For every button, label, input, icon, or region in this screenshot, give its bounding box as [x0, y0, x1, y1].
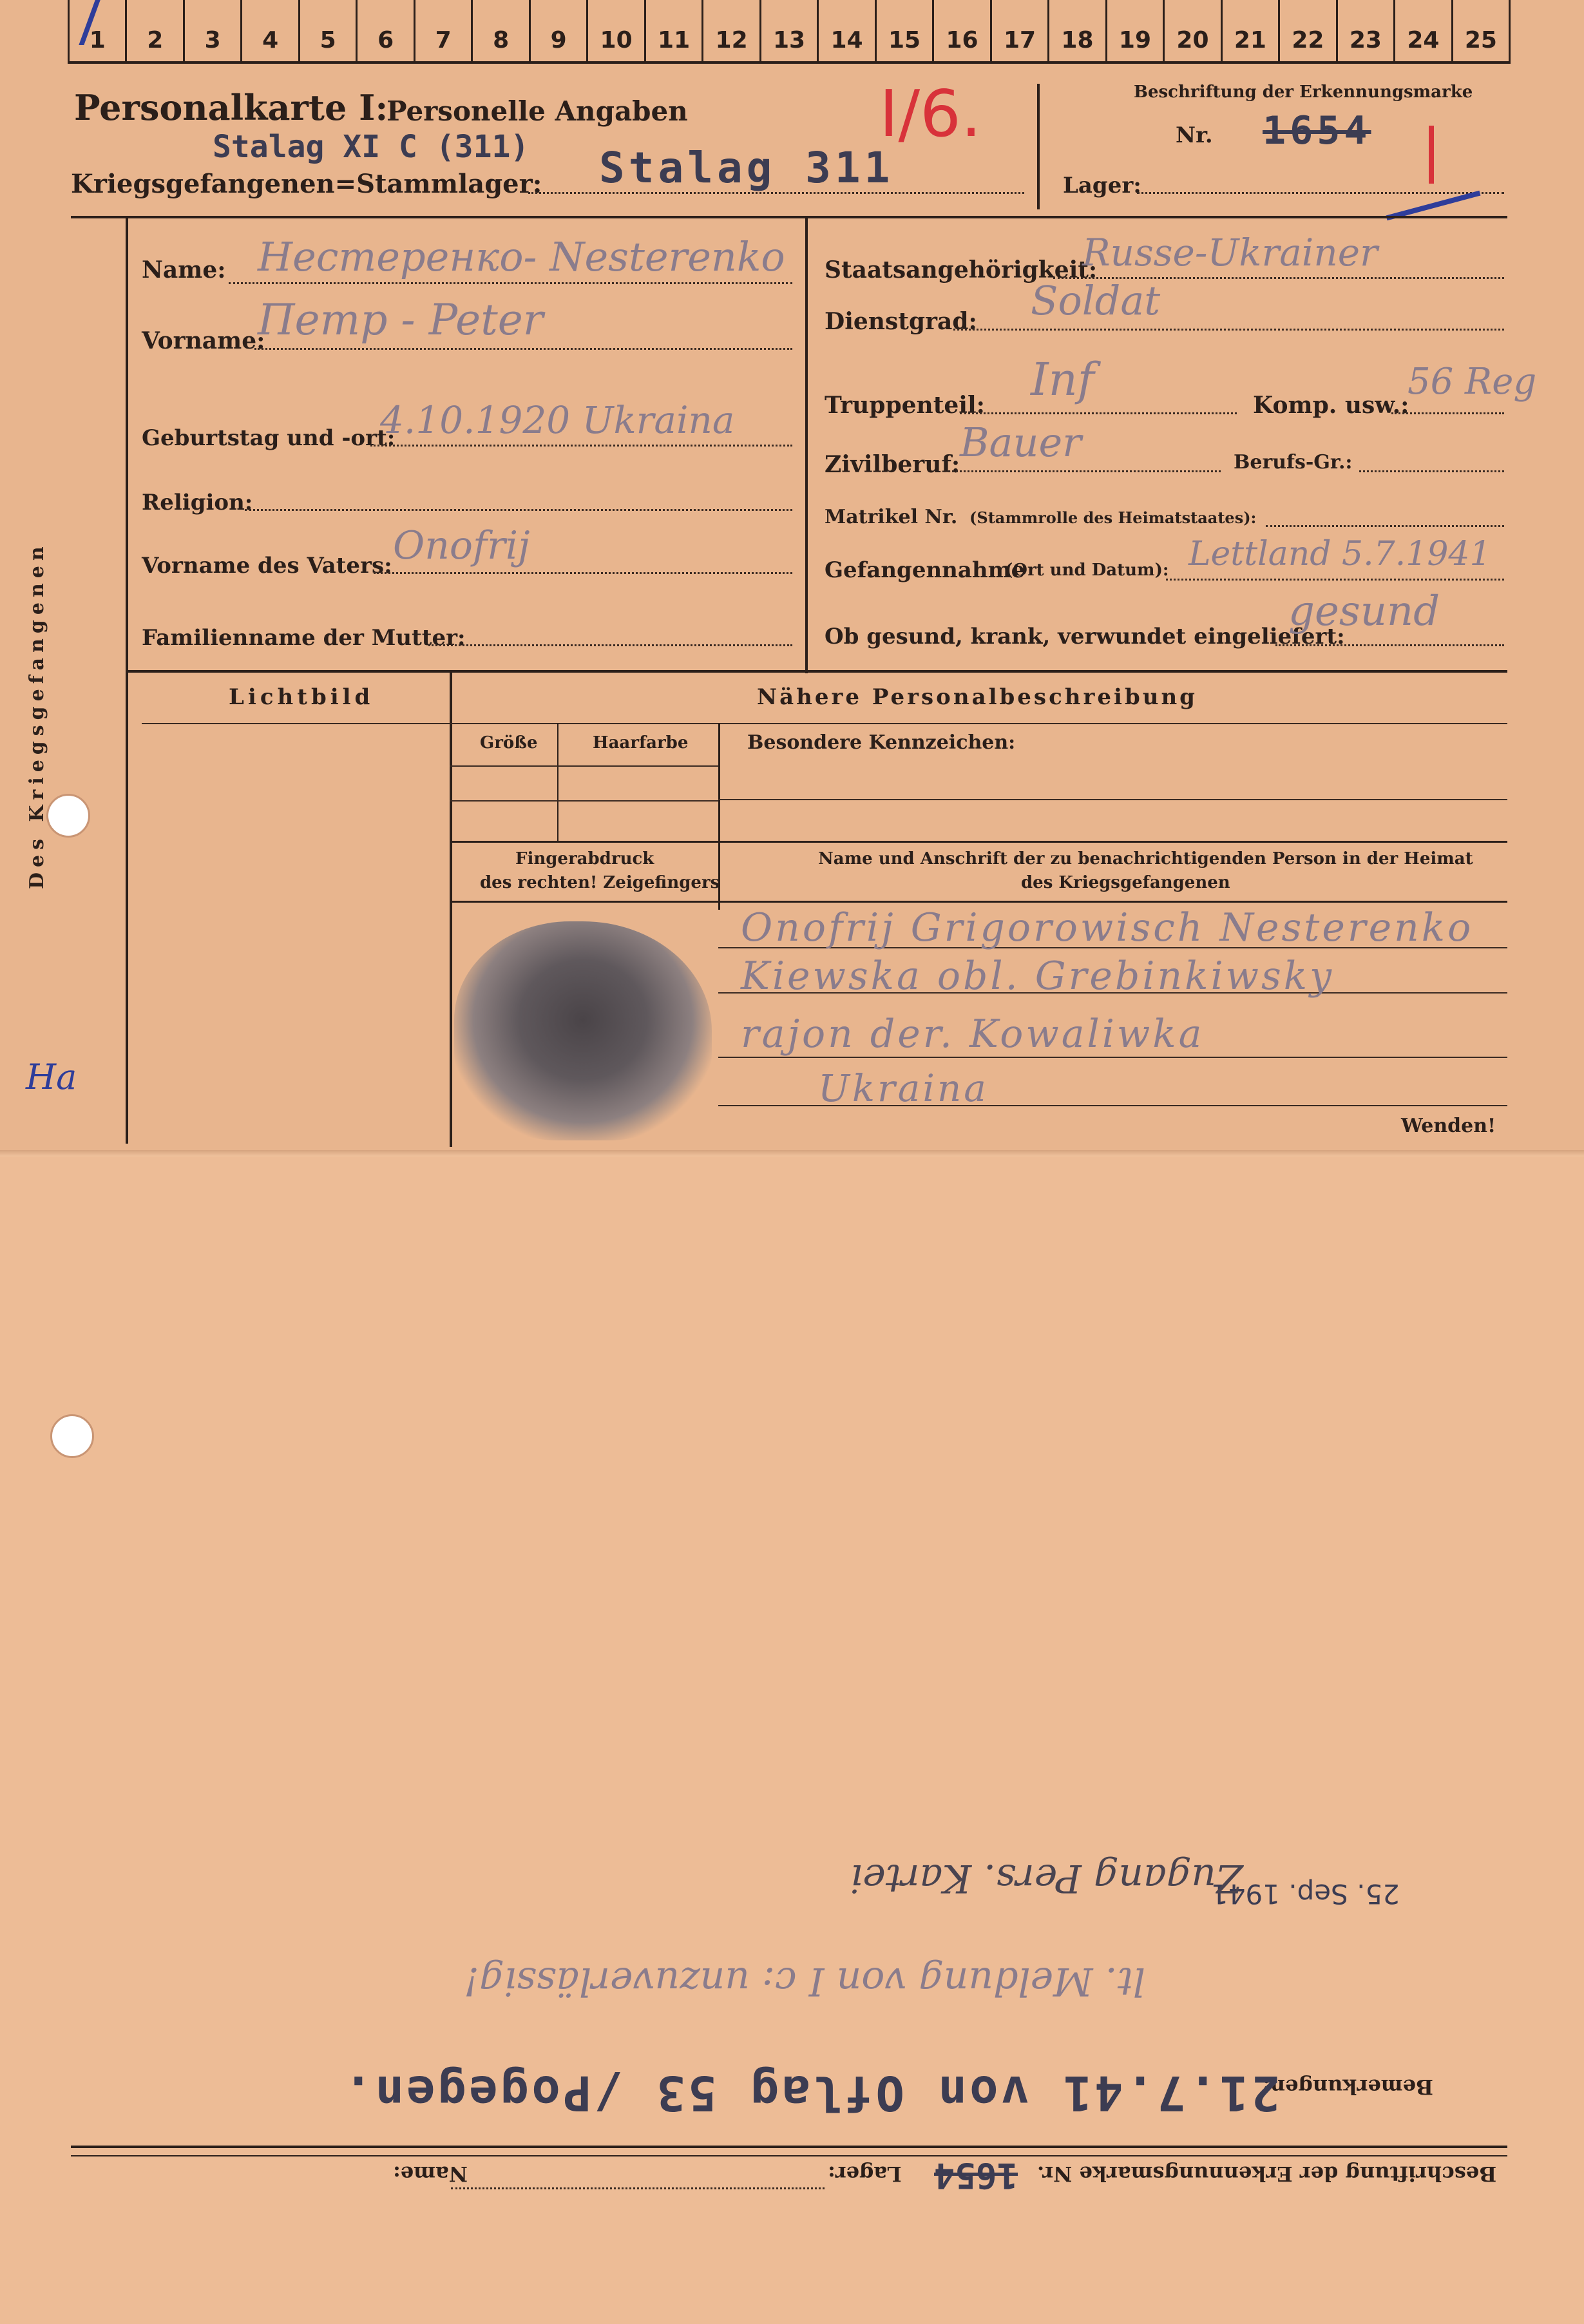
hair-label: Haarfarbe	[593, 733, 689, 753]
red-pencil-mark: I/6.	[879, 76, 982, 151]
column-number-row	[68, 0, 1511, 64]
name-label: Name:	[142, 256, 226, 283]
punch-hole-lower	[50, 1414, 94, 1458]
column-number-19: 19	[1105, 0, 1163, 61]
rank-dotline	[953, 329, 1504, 331]
column-number-25: 25	[1451, 0, 1511, 61]
company-dotline	[1391, 412, 1504, 414]
column-number-7: 7	[414, 0, 471, 61]
name-value: Нестеренко- Nesterenko	[258, 233, 785, 280]
finger-label-1: Fingerabdruck	[515, 849, 654, 869]
rank-label: Dienstgrad:	[825, 308, 977, 335]
tag-label: Beschriftung der Erkennungsmarke	[1134, 82, 1473, 102]
column-number-12: 12	[701, 0, 759, 61]
frame-mid-rule	[126, 670, 1507, 673]
finger-bottom-rule	[450, 901, 1507, 903]
matrikel-dotline	[1266, 525, 1504, 527]
camp-stamp-large: Stalag 311	[599, 143, 894, 193]
card-title: Personalkarte I:	[74, 87, 388, 128]
punch-hole-upper	[46, 794, 90, 838]
birth-label: Geburtstag und -ort:	[142, 425, 396, 451]
fingerprint-image	[454, 921, 712, 1140]
company-value: 56 Reg	[1407, 361, 1537, 403]
header-divider	[1037, 84, 1040, 209]
footer-tag-label: Beschriftung der Erkennungsmarke Nr.	[1037, 2162, 1497, 2186]
hand-note-1: Zugang Pers. Kartei	[850, 1856, 1243, 1901]
unit-dotline	[960, 412, 1237, 414]
photo-divider	[450, 670, 452, 1147]
desc-rule	[450, 723, 1507, 724]
contact-line-2: Kiewska obl. Grebinkiwsky	[741, 954, 1335, 999]
capture-label: Gefangennahme	[825, 557, 1026, 583]
mother-dotline	[428, 644, 792, 646]
photo-label: Lichtbild	[229, 684, 374, 710]
capture-note: (Ort und Datum):	[1005, 561, 1169, 580]
turn-label: Wenden!	[1401, 1115, 1496, 1137]
capture-value: Lettland 5.7.1941	[1188, 535, 1491, 573]
matrikel-note: (Stammrolle des Heimatstaates):	[969, 508, 1257, 527]
contact-line-4: Ukraina	[818, 1066, 989, 1110]
column-number-11: 11	[644, 0, 701, 61]
unit-label: Truppenteil:	[825, 392, 985, 419]
column-number-20: 20	[1163, 0, 1220, 61]
red-pencil-stroke	[1429, 126, 1434, 184]
contact-line-1: Onofrij Grigorowisch Nesterenko	[741, 905, 1474, 950]
fold-crease	[0, 1150, 1584, 1157]
transfer-stamp: 21.7.41 von Oflag 53 /Pogegen.	[341, 2065, 1280, 2120]
margin-note: Ha	[26, 1057, 77, 1097]
berufs-label: Berufs-Gr.:	[1234, 451, 1353, 474]
column-number-24: 24	[1393, 0, 1451, 61]
column-number-13: 13	[759, 0, 817, 61]
name-dotline	[229, 282, 792, 284]
desc-label: Nähere Personalbeschreibung	[757, 684, 1198, 710]
column-number-18: 18	[1047, 0, 1105, 61]
vorname-value: Петр - Peter	[258, 295, 544, 345]
nationality-value: Russe-Ukrainer	[1082, 231, 1378, 274]
father-dotline	[374, 572, 792, 574]
marks-rule	[718, 799, 1507, 800]
card-subtitle: Personelle Angaben	[386, 95, 688, 127]
hand-note-2: lt. Meldung von I c: unzuverlässig!	[464, 1959, 1146, 2004]
column-number-16: 16	[932, 0, 989, 61]
contact-label-2: des Kriegsgefangenen	[1021, 873, 1230, 892]
company-label: Komp. usw.:	[1253, 392, 1409, 419]
nationality-label: Staatsangehörigkeit:	[825, 256, 1098, 283]
religion-label: Religion:	[142, 490, 253, 515]
marks-label: Besondere Kennzeichen:	[747, 731, 1016, 754]
column-number-10: 10	[586, 0, 644, 61]
lager-label: Lager:	[1063, 173, 1141, 198]
footer-lager-dotline	[451, 2187, 825, 2189]
footer-lager-label: Lager:	[828, 2162, 902, 2186]
date-stamp: 25. Sep. 1941	[1211, 1878, 1400, 1910]
column-number-5: 5	[298, 0, 356, 61]
column-number-14: 14	[817, 0, 874, 61]
column-number-6: 6	[356, 0, 413, 61]
size-label: Größe	[480, 733, 538, 753]
footer-name-label: Name:	[393, 2162, 468, 2186]
vorname-label: Vorname:	[142, 327, 265, 354]
frame-top	[71, 216, 1507, 218]
lower-card-section	[0, 1153, 1584, 2324]
health-label: Ob gesund, krank, verwundet eingeliefert:	[825, 624, 1345, 649]
frame-left-inner	[126, 216, 128, 1144]
column-number-21: 21	[1221, 0, 1278, 61]
side-label: Des Kriegsgefangenen	[26, 541, 48, 889]
health-dotline	[1275, 644, 1504, 646]
civil-dotline	[944, 470, 1221, 472]
camp-label: Kriegsgefangenen=Stammlager:	[71, 169, 542, 199]
unit-value: Inf	[1031, 353, 1094, 406]
father-label: Vorname des Vaters:	[142, 553, 392, 579]
finger-top-rule	[450, 841, 1507, 843]
contact-line-3: rajon der. Kowaliwka	[741, 1012, 1205, 1057]
column-number-23: 23	[1336, 0, 1393, 61]
camp-stamp-small: Stalag XI C (311)	[213, 129, 530, 165]
column-number-15: 15	[875, 0, 932, 61]
column-number-4: 4	[240, 0, 298, 61]
contact-label-1: Name und Anschrift der zu benachrichtigenden Person in der Heimat	[818, 849, 1473, 869]
father-value: Onofrij	[393, 523, 530, 568]
size-hair-rule-1	[450, 765, 718, 767]
nr-label: Nr.	[1176, 122, 1213, 148]
mother-label: Familienname der Mutter:	[142, 625, 466, 651]
photo-rule	[142, 723, 450, 724]
contact-rule-3	[718, 1057, 1507, 1058]
footer-rule	[71, 2146, 1507, 2148]
matrikel-label: Matrikel Nr.	[825, 506, 958, 528]
civil-value: Bauer	[960, 419, 1082, 466]
capture-dotline	[1166, 579, 1504, 581]
birth-value: 4.10.1920 Ukraina	[380, 398, 735, 442]
civil-label: Zivilberuf:	[825, 451, 960, 478]
column-number-2: 2	[125, 0, 182, 61]
religion-dotline	[245, 509, 792, 511]
column-number-17: 17	[990, 0, 1047, 61]
size-divider	[557, 723, 558, 842]
health-value: gesund	[1288, 588, 1440, 635]
size-hair-rule-2	[450, 800, 718, 802]
berufs-dotline	[1359, 470, 1504, 472]
column-number-1: 1	[68, 0, 125, 61]
frame-middle-divider	[805, 216, 808, 673]
rank-value: Soldat	[1031, 277, 1161, 324]
remarks-label: Bemerkungen:	[1263, 2075, 1433, 2099]
column-number-22: 22	[1278, 0, 1335, 61]
vorname-dotline	[254, 348, 792, 350]
column-number-8: 8	[471, 0, 528, 61]
column-number-3: 3	[183, 0, 240, 61]
footer-tag-value: 1654	[934, 2155, 1018, 2196]
lager-dotline	[1137, 192, 1504, 194]
finger-label-2: des rechten! Zeigefingers	[480, 873, 720, 892]
footer-rule-2	[71, 2155, 1507, 2156]
birth-dotline	[370, 445, 792, 447]
nr-value: 1654	[1263, 108, 1371, 153]
column-number-9: 9	[529, 0, 586, 61]
